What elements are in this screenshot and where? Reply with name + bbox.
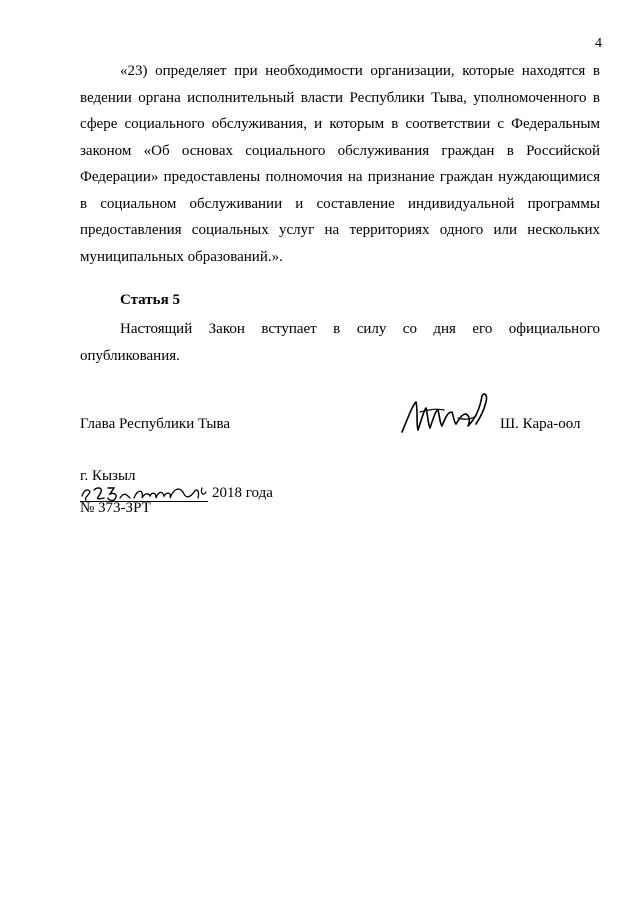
city: г. Кызыл xyxy=(80,468,136,484)
date-year: 2018 года xyxy=(212,485,273,501)
signatory-position: Глава Республики Тыва xyxy=(80,416,231,432)
signatory-name: Ш. Кара-оол xyxy=(500,416,581,432)
article-text: Настоящий Закон вступает в силу со дня его официального опубликования. xyxy=(80,321,600,364)
main-paragraph: «23) определяет при необходимости организации, которые находятся в ведении органа исполнительный власти Республики Тыва, уполномоченного в сфере социального обслуживания, и которым в соответствии с Федеральным законом «Об основах социального обслуживания граждан в Российской Федерации» предоставлены полномочия на признание граждан нуждающимися в социальном обслуживании и составление индивидуальной программы предоставления социальных услуг на территориях одного или нескольких муниципальных образований.». xyxy=(80,63,600,265)
handwritten-signature xyxy=(398,388,498,448)
article-heading: Статья 5 xyxy=(120,292,180,308)
page-number: 4 xyxy=(595,36,602,51)
law-number: № 373-ЗРТ xyxy=(80,500,151,516)
